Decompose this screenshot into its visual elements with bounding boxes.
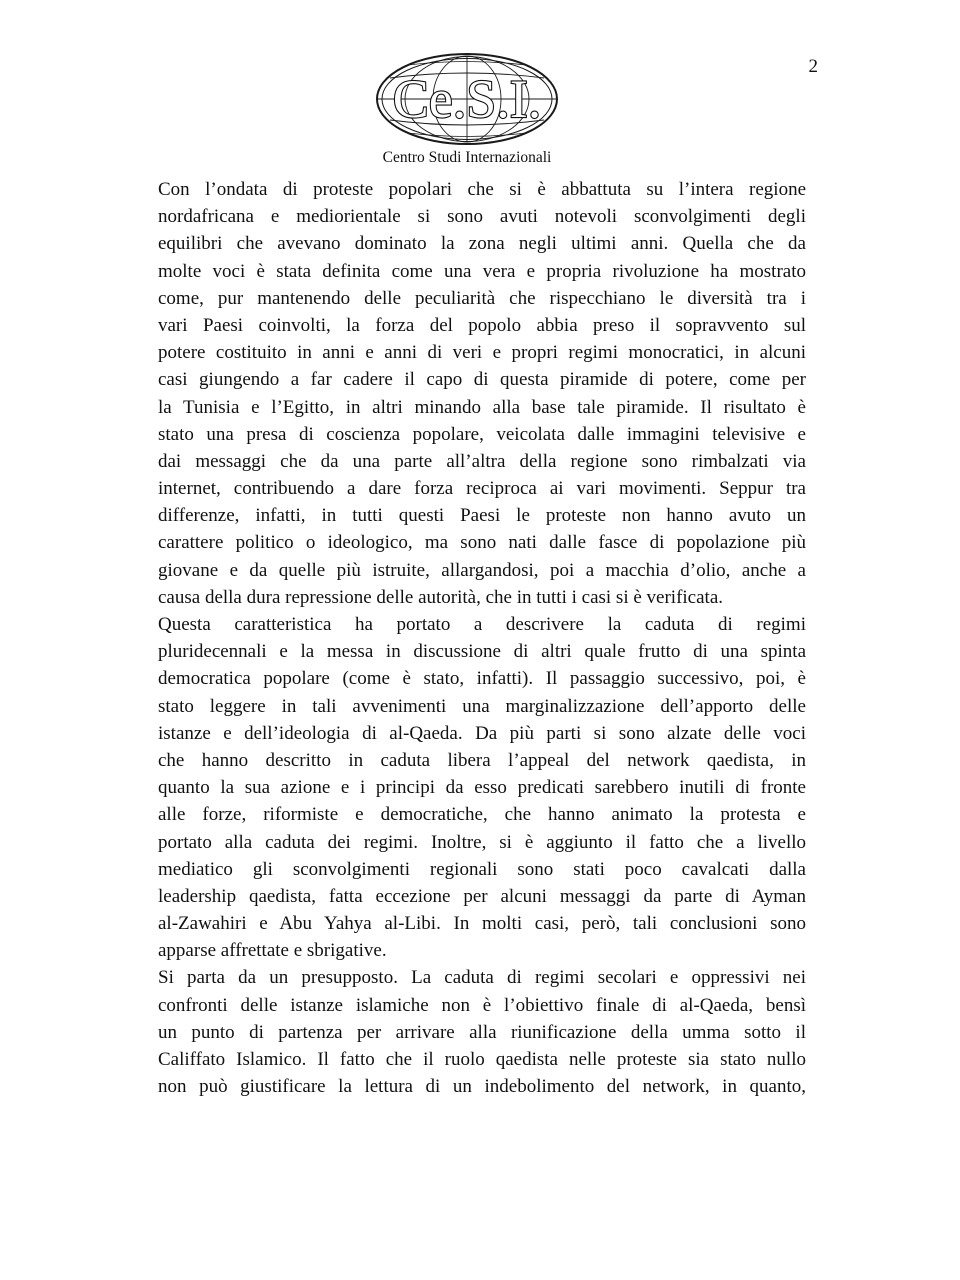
text-line: giovane e da quelle più istruite, allargandosi, poi a macchia d’olio, anche a — [158, 559, 806, 581]
text-line: istanze e dell’ideologia di al-Qaeda. Da più parti si sono alzate delle voci — [158, 722, 806, 744]
text-line: Questa caratteristica ha portato a descrivere la caduta di regimi — [158, 614, 806, 635]
logo-caption: Centro Studi Internazionali — [382, 149, 552, 166]
paragraph-1 — [158, 176, 806, 611]
globe-icon — [368, 50, 566, 148]
text-line: alle forze, riformiste e democratiche, che hanno animato la protesta e — [158, 804, 806, 826]
text-line: apparse affrettate e sbrigative. — [158, 940, 387, 962]
text-line: non può giustificare la lettura di un indebolimento del network, in quanto, — [158, 1076, 806, 1098]
text-line: confronti delle istanze islamiche non è l’obiettivo finale di al-Qaeda, bensì — [158, 994, 806, 1016]
text-line: stato una presa di coscienza popolare, veicolata dalle immagini televisive e — [158, 423, 806, 445]
text-line: Con l’ondata di proteste popolari che si è abbattuta su l’intera regione — [158, 179, 806, 200]
text-line: carattere politico o ideologico, ma sono nati dalle fasce di popolazione più — [158, 532, 806, 554]
paragraph-3 — [158, 964, 806, 1100]
text-line: portato alla caduta dei regimi. Inoltre, si è aggiunto il fatto che a livello — [158, 831, 806, 853]
text-line: mediatico gli sconvolgimenti regionali sono stati poco cavalcati dalla — [158, 858, 806, 880]
text-line: al-Zawahiri e Abu Yahya al-Libi. In molti casi, però, tali conclusioni sono — [158, 913, 806, 935]
document-body — [158, 176, 806, 1100]
text-line: pluridecennali e la messa in discussione di altri quale frutto di una spinta — [158, 641, 806, 663]
text-line: equilibri che avevano dominato la zona negli ultimi anni. Quella che da — [158, 233, 806, 255]
paragraph-2 — [158, 611, 806, 964]
text-line: dai messaggi che da una parte all’altra della regione sono rimbalzati via — [158, 450, 806, 472]
text-line: differenze, infatti, in tutti questi Paesi le proteste non hanno avuto un — [158, 505, 806, 527]
logo-mark: Ce.S.I. — [392, 69, 542, 129]
text-line: un punto di partenza per arrivare alla riunificazione della umma sotto il — [158, 1021, 806, 1043]
text-line: come, pur mantenendo delle peculiarità che rispecchiano le diversità tra i — [158, 287, 806, 309]
text-line: quanto la sua azione e i principi da esso predicati sarebbero inutili di fronte — [158, 777, 806, 799]
text-line: vari Paesi coinvolti, la forza del popolo abbia preso il sopravvento sul — [158, 314, 806, 336]
text-line: potere costituito in anni e anni di veri e propri regimi monocratici, in alcuni — [158, 342, 806, 364]
text-line: Si parta da un presupposto. La caduta di regimi secolari e oppressivi nei — [158, 967, 806, 989]
text-line: Califfato Islamico. Il fatto che il ruolo qaedista nelle proteste sia stato nullo — [158, 1049, 806, 1070]
text-line: democratica popolare (come è stato, infatti). Il passaggio successivo, poi, è — [158, 668, 806, 690]
text-line: leadership qaedista, fatta eccezione per alcuni messaggi da parte di Ayman — [158, 885, 806, 907]
cesi-logo — [368, 50, 566, 172]
text-line: internet, contribuendo a dare forza reciproca ai vari movimenti. Seppur tra — [158, 478, 806, 500]
text-line: molte voci è stata definita come una vera e propria rivoluzione ha mostrato — [158, 260, 806, 282]
text-line: la Tunisia e l’Egitto, in altri minando alla base tale piramide. Il risultato è — [158, 396, 806, 418]
text-line: che hanno descritto in caduta libera l’appeal del network qaedista, in — [158, 749, 806, 771]
text-line: stato leggere in tali avvenimenti una marginalizzazione dell’apporto delle — [158, 695, 806, 717]
text-line: nordafricana e mediorientale si sono avuti notevoli sconvolgimenti degli — [158, 206, 806, 228]
page-number: 2 — [808, 56, 818, 77]
text-line: casi giungendo a far cadere il capo di questa piramide di potere, come per — [158, 369, 806, 391]
text-line: causa della dura repressione delle autorità, che in tutti i casi si è verificata. — [158, 586, 724, 608]
